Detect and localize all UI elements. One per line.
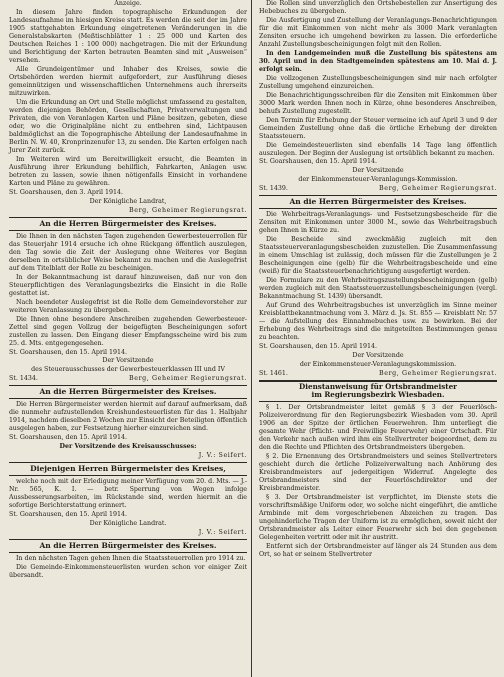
announcement-title: Anzeige. xyxy=(114,0,142,7)
authority: Der Königliche Landrat, xyxy=(89,197,167,205)
paragraph: § 3. Der Ortsbrandmeister ist verpflichtet, im Dienste stets die vorschriftsmäßige Uniform oder, wo solche nicht eingeführt, die amtliche Armbinde mit dem vorgeschriebenen Abzeichen zu tragen. Das ungehinderliche Tragen der Uniform ist zu ermöglichen, soweit nicht der Ortsbrandmeister als Leiter einer Feuerwehr sich bei den gegebenen Gelegenheiten vertritt oder mit ihr austritt. xyxy=(259,493,497,541)
column-divider xyxy=(251,0,252,677)
file-number: St. 1461. xyxy=(259,369,288,377)
section-heading: Diejenigen Herren Bürgermeister des Kreises, xyxy=(9,462,247,476)
place-date: St. Goarshausen, den 15. April 1914. xyxy=(9,434,128,442)
heading-line: im Regierungsbezirk Wiesbaden. xyxy=(311,390,445,400)
left-column xyxy=(9,0,247,580)
paragraph: In den Landgemeinden muß die Zustellung bis spätestens am 30. April und in den Stadtgemeinden spätestens am 10. Mai d. J. erfolgt sein. xyxy=(259,49,497,73)
authority: Der Vorsitzende xyxy=(352,167,404,175)
place-date: St. Goarshausen, den 15. April 1914. xyxy=(9,348,128,356)
signature-name: Berg, Geheimer Regierungsrat. xyxy=(129,375,247,383)
file-number: St. 1439. xyxy=(259,185,288,192)
right-column xyxy=(259,0,497,560)
paragraph: Die Formulare zu den Wehrbeitragszustellungsbescheinigungen (gelb) werden zugleich mit den Staatssteuerzustellungsbescheinigungen (vergl. Bekanntmachung St. 1439) übersandt. xyxy=(259,277,497,301)
heading-line: Dienstanweisung für Ortsbrandmeister xyxy=(299,381,457,391)
paragraph: Die Benachrichtigungsschreiben für die Zensiten mit Einkommen über 3000 Mark werden Ihnen noch in Kürze, ohne besonderes Anschreiben, behufs Zustellung zugestellt. xyxy=(259,91,497,115)
section-heading: An die Herren Bürgermeister des Kreises. xyxy=(259,195,497,209)
paragraph: welche noch mit der Erledigung meiner Verfügung vom 20. d. Mts. — J.-Nr. 565, K. I. — betr. Sperrung von Wegen infolge Aussbesserungsarbeiten, im Rückstande sind, werden hiermit an die sofortige Berichterstattung erinnert. xyxy=(9,477,247,510)
paragraph: Auf Grund des Wehrbeitragsbuches ist unverzüglich im Sinne meiner Kreisblattbekanntmachung vom 3. März d. Js. St. 855 — Kreisblatt Nr. 57 — die Aufstellung des Einnahmebuches usw. zu bewirken. Bei der Erhebung des Wehrbeitrags sind die mitgeteilten Bestimmungen genau zu beachten. xyxy=(259,301,497,342)
paragraph: Die Ihnen ohne besondere Anschreiben zugehenden Gewerbesteuer-Zettel sind gegen Vollzug der beigefügten Bescheinigungen sofort zustellen zu lassen. Den Eingang dieser Empfangsscheine wird bis zum 25. d. Mts. entgegengesehen. xyxy=(9,315,247,347)
signature-name: J. V.: Seifert. xyxy=(198,528,247,536)
signature-line xyxy=(259,370,497,378)
signature-line xyxy=(9,375,247,383)
authority: Der Vorsitzende des Kreisausschusses: xyxy=(59,443,197,451)
place-date: St. Goarshausen, den 15. April 1914. xyxy=(9,510,128,518)
signature-name: Berg, Geheimer Regierungsrat. xyxy=(379,185,497,192)
paragraph: Die vollzogenen Zustellungsbescheinigungen sind mir nach erfolgter Zustellung umgehend einzureichen. xyxy=(259,74,497,90)
paragraph: Im Weiteren wird um Bereitwilligkeit ersucht, die Beamten in Ausführung ihrer Erkundung behilflich, Fahrkarten, Anlagen usw. betreten zu lassen, sowie ihnen nötigenfalls Einsicht in vorhandene Karten und Pläne zu gewähren. xyxy=(9,156,247,188)
paragraph: In diesem Jahre finden topographische Erkundungen der Landesaufnahme im hiesigen Kreise statt. Es werden die seit der im Jahre 1905 stattgehabten Erkundung eingetretenen Veränderungen in die Generalstabskarten (Meßtischblätter 1 : 25 000 und Karten des Deutschen Reiches 1 : 100 000) nachgetragen. Die mit der Erkundung und Berichtigung der Karten betrauten Beamten sind mit „Ausweisen“ versehen. xyxy=(9,8,247,65)
place-date: St. Goarshausen, den 15. April 1914. xyxy=(259,158,378,166)
signature-name: Berg, Geheimer Regierungsrat. xyxy=(379,369,497,377)
paragraph: Um die Erkundung an Ort und Stelle möglichst umfassend zu gestalten, werden diejenigen Behörden, Gesellschaften, Privatverwaltungen und Privaten, die von Veranlagen Karten und Pläne besitzen, gebeten, diese oder, wo die Originalpläne nicht zu entbehren sind, Lichtpausen baldmöglichst an die Topographische Abteilung der Landesaufnahme in Berlin N. W. 40, Kronprinzenufer 13, zu senden. Die Karten erfolgen nach Jurer Zeit zurück. xyxy=(9,98,247,155)
paragraph: Den Termin für Erhebung der Steuer vermeine ich auf April 3 und 9 der Gemeinden Zustellung ohne daß die örtliche Erhebung der direkten Staatssteuern. xyxy=(259,116,497,140)
authority: Der Vorsitzende xyxy=(102,357,154,365)
paragraph: Entfernt sich der Ortsbrandmeister auf länger als 24 Stunden aus dem Ort, so hat er seinem Stellvertreter xyxy=(259,542,497,558)
place-date: St. Goarshausen, den 3. April 1914. xyxy=(9,189,124,197)
authority: der Einkommensteuer-Veranlagungskommission. xyxy=(299,360,457,368)
file-number: St. 1434. xyxy=(9,375,38,383)
paragraph: Die Rollen sind unverzüglich den Ortshebestellen zur Ansertigung des Hebebuches zu übergeben. xyxy=(259,0,497,16)
section-heading: An die Herren Bürgermeister des Kreises. xyxy=(9,217,247,231)
signature-name: Berg, Geheimer Regierungsrat. xyxy=(129,206,247,214)
signature-line xyxy=(259,185,497,193)
authority: des Steuerausschusses der Gewerbesteuerklassen III und IV xyxy=(31,366,225,374)
paragraph: § 1. Der Ortsbrandmeister leitet gemäß § 3 der Feuerlösch-Polizeiverordnung für den Regierungsbezirk Wiesbaden vom 30. April 1906 an der Spitze der örtlichen Feuerwehren. Ihm unterliegt die gesamte Wehr (Pflicht- und Freiwillige Feuerwehr) einer Ortschaft. Für den Verkehr nach außen wird ihm ein Stellvertreter beigeordnet, dem zu den die Rechte und Pflichten des Ortsbrandmeisters übergeben. xyxy=(259,403,497,451)
authority: Der Königliche Landrat. xyxy=(89,519,167,527)
section-heading: An die Herren Bürgermeister des Kreises. xyxy=(9,385,247,399)
paragraph: Alle Grundeigentümer und Inhaber des Kreises, sowie die Ortsbehörden werden hiermit aufgefordert, zur Ausführung dieses gemeinnützigen und wissenschaftlichen Unternehmens auch ihrerseits mitzuwirken. xyxy=(9,65,247,98)
authority: Der Vorsitzende xyxy=(352,351,404,359)
section-heading xyxy=(259,380,497,402)
paragraph: Die Ausfertigung und Zustellung der Veranlagungs-Benachrichtigungen für die mit Einkommen von nicht mehr als 3000 Mark veranlagten Zensiten ersuche ich umgehend bewirken zu lassen. Die erforderliche Anzahl Zustellungsbescheinigungen folgt mit den Rollen. xyxy=(259,16,497,49)
paragraph: Die Gemeindesteuerlisten sind ebenfalls 14 Tage lang öffentlich auszulegen. Der Beginn der Auslegung ist ortsüblich bekannt zu machen. xyxy=(259,141,497,157)
paragraph: In der Bekanntmachung ist darauf hinzuweisen, daß nur von den Steuerpflichtigen des Veranlagungsbezirks die Einsicht in die Rolle gestattet ist. xyxy=(9,273,247,297)
paragraph: Die Bescheide sind zweckmäßig zugleich mit den Staatssteuerveranlagungsbescheiden zuzustellen. Die Zusammenfassung in einem Umschlag ist zulässig, doch müssen für die Zustellungen je 2 Bescheinigungen eine (gelb) für die Wehrbeitragsbescheide und eine (weiß) für die Staatssteuerbenachrichtigung ausgefertigt werden. xyxy=(259,235,497,276)
paragraph: § 2. Die Ernennung des Ortsbrandmeisters und seines Stellvertreters geschieht durch die örtliche Polizeiverwaltung nach Anhörung des Kreisbrandmeisters auf jedergeitigen Widerruf. Angelegte des Ortsbrandmeisters sind der Feuerlöschdirektor und der Kreisbrandmeister. xyxy=(259,452,497,492)
paragraph: Die Gemeinde-Einkommensteuerlisten wurden schon vor einiger Zeit übersandt. xyxy=(9,563,247,579)
paragraph: In den nächsten Tagen gehen Ihnen die Staatssteuerrollen pro 1914 zu. xyxy=(16,554,246,562)
authority: der Einkommensteuer-Veranlagungs-Kommission. xyxy=(298,176,458,184)
paragraph: Die Herren Bürgermeister werden hiermit auf darauf aufmerksam, daß die nunmehr aufzustellenden Kreishundesteuerlisten für das 1. Halbjahr 1914, nachdem dieselben 2 Wochen zur Einsicht der Beteiligten öffentlich ausgelegen haben, zur Festsetzung hierher einzureichen sind. xyxy=(9,401,247,433)
section-heading: An die Herren Bürgermeister des Kreises. xyxy=(9,539,247,553)
paragraph: Die Ihnen in den nächsten Tagen zugehenden Gewerbesteuerrollen für das Steuerjahr 1914 ersuche ich ohne Rückgang öffentlich auszulegen, den Tag sowie die Zeit der Auslegung ohne Weiteres vor Beginn derselben in ortsüblicher Weise bekannt zu machen und die Auslegefrist auf dem Titelblatt der Rolle zu bescheinigen. xyxy=(9,232,247,272)
signature-name: J. V.: Seifert. xyxy=(198,451,247,459)
paragraph: Nach beendeter Auslegefrist ist die Rolle dem Gemeindevorsteher zur weiteren Veranlassung zu übergeben. xyxy=(9,298,247,314)
place-date: St. Goarshausen, den 15. April 1914. xyxy=(259,342,378,350)
paragraph: Die Wehrbeitrags-Veranlagungs- und Festsetzungsbescheide für die Zensiten mit Einkommen unter 3000 M., sowie das Wehrbeitragsbuch gehen Ihnen in Kürze zu. xyxy=(259,211,497,235)
